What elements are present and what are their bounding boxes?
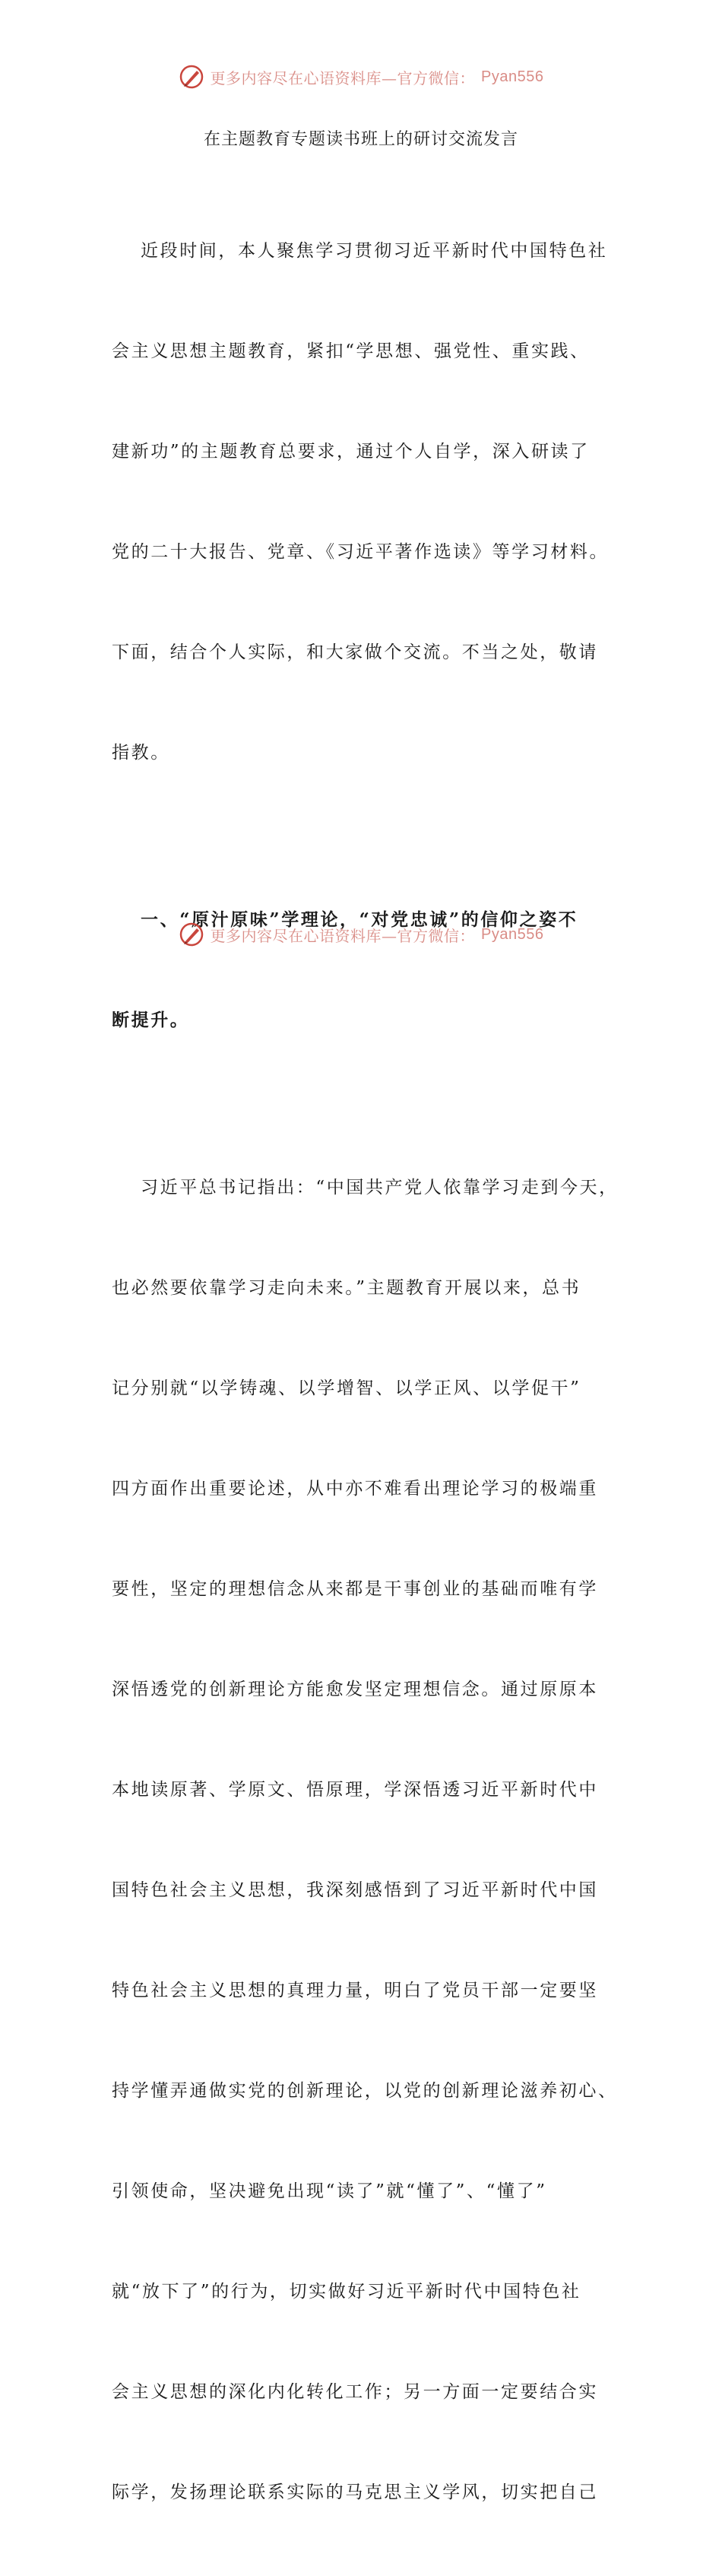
text-line: 会主义思想主题教育，紧扣“学思想、强党性、重实践、 xyxy=(112,341,590,361)
section-heading xyxy=(112,836,613,1104)
document-title: 在主题教育专题读书班上的研讨交流发言 xyxy=(203,130,518,149)
text-line: 要性，坚定的理想信念从来都是干事创业的基础而唯有学 xyxy=(112,1579,598,1599)
text-line: 下面，结合个人实际，和大家做个交流。不当之处，敬请 xyxy=(112,642,598,662)
text-line: 党的二十大报告、党章、《习近平著作选读》等学习材料。 xyxy=(112,542,610,562)
pen-logo-icon xyxy=(179,64,204,90)
heading-line: 一、“原汁原味”学理论，“对党忠诚”的信仰之姿不 xyxy=(141,909,578,930)
text-line: 会主义思想的深化内化转化工作；另一方面一定要结合实 xyxy=(112,2382,598,2402)
text-line: 本地读原著、学原文、悟原理，学深悟透习近平新时代中 xyxy=(112,1780,598,1800)
text-line: 持学懂弄通做实党的创新理论，以党的创新理论滋养初心、 xyxy=(112,2081,618,2101)
watermark-banner-top xyxy=(0,64,722,90)
pen-logo-icon xyxy=(179,922,204,947)
paragraph-section-one xyxy=(112,1104,619,2576)
text-line: 也必然要依靠学习走向未来。”主题教育开展以来，总书 xyxy=(112,1278,581,1298)
text-line: 际学，发扬理论联系实际的马克思主义学风，切实把自己 xyxy=(112,2482,598,2502)
text-line: 特色社会主义思想的真理力量，明白了党员干部一定要坚 xyxy=(112,1981,598,2000)
text-line: 就“放下了”的行为，切实做好习近平新时代中国特色社 xyxy=(112,2282,581,2302)
text-line: 记分别就“以学铸魂、以学增智、以学正风、以学促干” xyxy=(112,1378,581,1398)
text-line: 近段时间，本人聚焦学习贯彻习近平新时代中国特色社 xyxy=(141,241,608,261)
banner-text: 更多内容尽在心语资料库—官方微信： xyxy=(210,68,476,87)
banner-text: 更多内容尽在心语资料库—官方微信： xyxy=(210,926,476,945)
text-line: 四方面作出重要论述，从中亦不难看出理论学习的极端重 xyxy=(112,1479,598,1499)
watermark-banner-bottom xyxy=(0,922,722,947)
text-line: 建新功”的主题教育总要求，通过个人自学，深入研读了 xyxy=(112,442,590,462)
text-line: 深悟透党的创新理论方能愈发坚定理想信念。通过原原本 xyxy=(112,1680,598,1699)
banner-wechat-id: Pyan556 xyxy=(481,925,544,943)
heading-line: 断提升。 xyxy=(112,1010,190,1030)
text-line: 指教。 xyxy=(112,743,170,763)
text-line: 国特色社会主义思想，我深刻感悟到了习近平新时代中国 xyxy=(112,1880,598,1900)
banner-wechat-id: Pyan556 xyxy=(481,68,544,85)
document-body xyxy=(112,167,619,2576)
text-line: 引领使命，坚决避免出现“读了”就“懂了”、“懂了” xyxy=(112,2181,547,2201)
paragraph-intro xyxy=(112,167,613,836)
text-line: 习近平总书记指出：“中国共产党人依靠学习走到今天， xyxy=(141,1178,619,1198)
